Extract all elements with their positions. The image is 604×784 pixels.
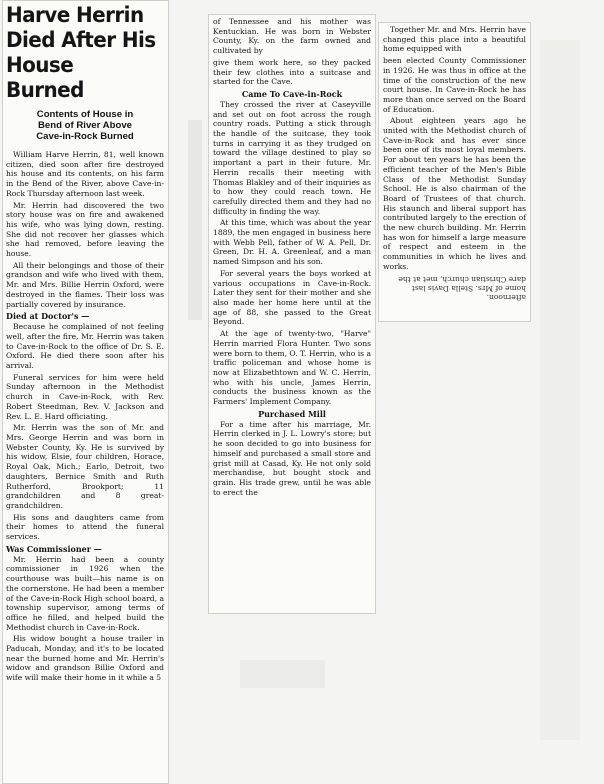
inverted-line: home of Mrs. Stella Davis last [411,283,526,293]
paragraph: At the age of twenty-two, "Harve" Herrin married Flora Hunter. Two sons were born to them, O. T. Herrin, who is a traffic policeman and whose home is now at Elizabethtown and W. C. Herrin, who with his uncle, James Herrin, conducts the business known as the Farmers' Implement Company. [213,329,371,407]
paragraph: His sons and daughters came from their homes to attend the funeral services. [6,512,164,542]
paragraph: Mr. Herrin had been a county commissioner in 1926 when the courthouse was built—his name is on the cornerstone. He had been a member of the Cave-in-Rock High school board, a township supervisor, among terms of office he filled, and helped build the Methodist church in Cave-in-Rock. [6,554,164,632]
headline-line: House Burned [6,53,84,102]
inverted-line: dare Christian church, met at the [398,274,526,284]
column-2-body [213,17,371,497]
deck-line: Bend of River Above [38,120,132,131]
paragraph: For several years the boys worked at various occupations in Cave-in-Rock. Later they sent for their mother and she also made her home here until at the age of 88, she passed to the Great Beyond. [213,268,371,327]
article-column-3 [378,22,531,322]
headline [6,3,156,103]
deck-line: Cave-in-Rock Burned [36,131,134,142]
column-3-body [383,25,526,272]
inverted-clipping-fragment [383,275,526,302]
headline-line: Died After His [6,28,156,52]
section-subhead: Purchased Mill [258,408,326,419]
paragraph: His widow bought a house trailer in Paducah, Monday, and it's to be located near the burned home and Mr. Herrin's widow and grandson Billie Oxford and wife will make their home in it while a 5 [6,634,164,683]
deck-line: Contents of House in [36,109,134,120]
paragraph: For a time after his marriage, Mr. Herrin clerked in J. L. Lowry's store; but he soon decided to go into business for himself and purchased a small store and grist mill at Casad, Ky. He not only sold merchandise, but bought stock and grain. His trade grew, until he was able to erect the [213,419,371,497]
section-subhead: Was Commissioner — [6,543,102,554]
article-column-2 [208,14,376,614]
paragraph: been elected County Commissioner in 1926. He was thus in office at the time of the construction of the new court house. In Cave-in-Rock he has more than once served on the Board of Education. [383,56,526,114]
paragraph: Together Mr. and Mrs. Herrin have changed this place into a beautiful home equipped with [383,25,526,54]
paragraph: They crossed the river at Caseyville and set out on foot across the rough country roads. Putting a stick through the handle of the suitcase, they took turns in carrying it as they trudged on toward the village destined to play so important a part in their future. Mr. Herrin recalls their meeting with Thomas Blakley and of their inquiries as to how they could reach town. He carefully directed them and they had no difficulty in finding the way. [213,99,371,216]
section-subhead: Came To Cave-in-Rock [241,88,343,99]
paragraph: At this time, which was about the year 1889, the men engaged in business here with Webb Pell, father of W. A. Pell, Dr. Green, Dr. H. A. Greenleaf, and a man named Simpson and his son. [213,218,371,267]
scotch-tape-mark [240,660,325,688]
paragraph: All their belongings and those of their grandson and wife who lived with them, Mr. and Mrs. Billie Herrin Oxford, were destroyed in the flames. Their loss was partially covered by insurance. [6,260,164,309]
article-column-1 [2,0,169,784]
paragraph: give them work here, so they packed their few clothes into a suitcase and started for the Cave. [213,57,371,87]
paragraph: of Tennessee and his mother was Kentuckian. He was born in Webster County, Ky. on the farm owned and cultivated by [213,17,371,56]
paragraph: Funeral services for him were held Sunday afternoon in the Methodist church in Cave-in-Rock, with Rev. Robert Steedman, Rev. V. Jackson and Rev. L. E. Hard officiating. [6,372,164,421]
column-1-body [6,150,164,683]
inverted-line: afternoon. [486,292,526,302]
subheadline [10,109,160,142]
section-subhead: Died at Doctor's — [6,311,90,322]
headline-line: Harve Herrin [6,3,144,27]
paper-smudge [188,120,202,320]
paragraph: William Harve Herrin, 81, well known citizen, died soon after fire destroyed his house and its contents, on his farm in the Bend of the River, above Cave-in-Rock Thursday afternoon last week. [6,150,164,198]
paragraph: About eighteen years ago he united with the Methodist church of Cave-in-Rock and has ever since been one of its most loyal members. For about ten years he has been the efficient teacher of the Men's Bible Class of the Methodist Sunday School. He is also chairman of the Board of Trustees of that church. His staunch and liberal support has contributed largely to the erection of the new church building. Mr. Herrin has won for himself a large measure of respect and esteem in the communities in which he lives and works. [383,116,526,271]
paragraph: Because he complained of not feeling well, after the fire, Mr. Herrin was taken to Cave-in-Rock to the office of Dr. S. E. Oxford. He died there soon after his arrival. [6,322,164,371]
paragraph: Mr. Herrin had discovered the two story house was on fire and awakened his wife, who was lying down, resting. She did not recover her glasses which she had removed, before leaving the house. [6,200,164,259]
paper-smudge [540,40,580,740]
paragraph: Mr. Herrin was the son of Mr. and Mrs. George Herrin and was born in Webster County, Ky. He is survived by his widow, Elsie, four children, Horace, Royal Oak, Mich.; Earlo, Detroit, two daughters, Bernice Smith and Ruth Rutherford, Brookport; 11 grandchildren and 8 great-grandchildren. [6,423,164,510]
